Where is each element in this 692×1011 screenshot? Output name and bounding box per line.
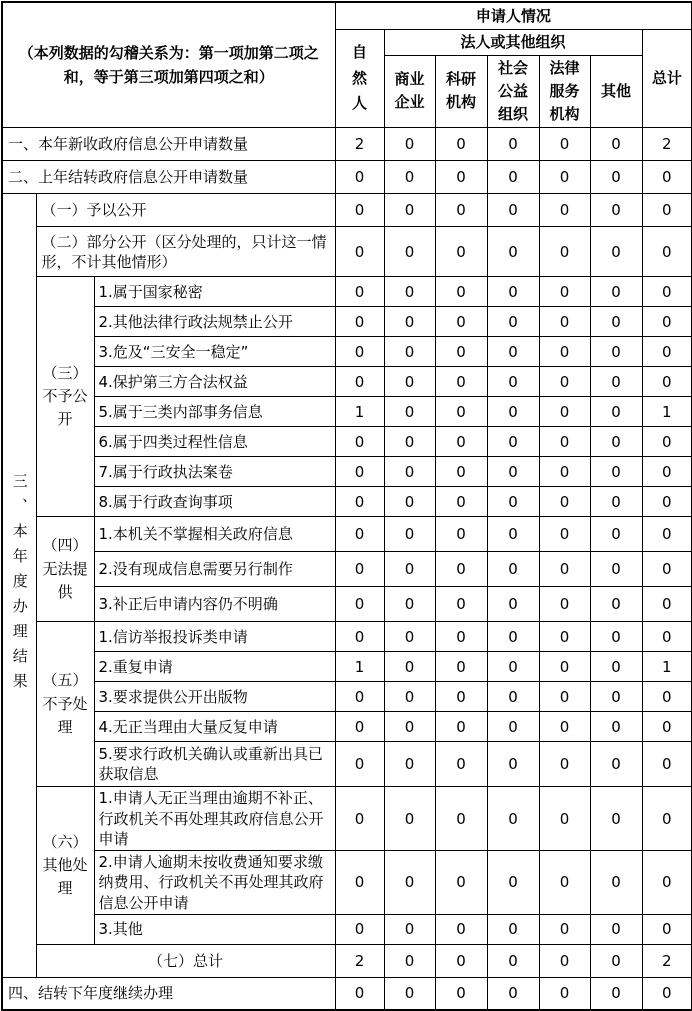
value-cell: 0	[642, 622, 692, 652]
value-cell: 0	[487, 517, 539, 552]
row-label-carry-forward: 四、结转下年度继续办理	[2, 977, 335, 1010]
group-label-not-processed: （五）不予处理	[36, 622, 94, 787]
value-cell: 0	[487, 682, 539, 712]
value-cell: 0	[642, 367, 692, 397]
table-row	[2, 587, 692, 622]
value-cell: 0	[435, 587, 487, 622]
value-cell: 0	[335, 517, 384, 552]
header-natural-person: 自然人	[335, 29, 384, 128]
value-cell: 0	[590, 194, 642, 227]
item-label: 3.要求提供公开出版物	[94, 682, 335, 712]
group-label-refused: （三）不予公开	[36, 277, 94, 517]
value-cell: 0	[487, 742, 539, 787]
item-label: 1.信访举报投诉类申请	[94, 622, 335, 652]
group-label-unavailable: （四）无法提供	[36, 517, 94, 622]
value-cell: 0	[335, 487, 384, 517]
value-cell: 0	[590, 851, 642, 915]
value-cell: 0	[335, 914, 384, 944]
value-cell: 0	[335, 977, 384, 1010]
value-cell: 0	[435, 517, 487, 552]
value-cell: 0	[590, 977, 642, 1010]
value-cell: 0	[435, 682, 487, 712]
item-label: 3.补正后申请内容仍不明确	[94, 587, 335, 622]
table-row	[2, 487, 692, 517]
table-row	[2, 742, 692, 787]
value-cell: 0	[539, 977, 590, 1010]
value-cell: 0	[335, 587, 384, 622]
value-cell: 0	[539, 712, 590, 742]
value-cell: 0	[384, 682, 435, 712]
value-cell: 0	[590, 277, 642, 307]
row-label-granted: （一）予以公开	[36, 194, 335, 227]
table-row	[2, 622, 692, 652]
value-cell: 0	[384, 552, 435, 587]
value-cell: 0	[435, 622, 487, 652]
value-cell: 0	[590, 552, 642, 587]
value-cell: 0	[435, 787, 487, 851]
value-cell: 0	[539, 227, 590, 277]
value-cell: 0	[435, 742, 487, 787]
value-cell: 0	[487, 622, 539, 652]
table-row	[2, 977, 692, 1010]
value-cell: 0	[487, 427, 539, 457]
value-cell: 0	[539, 427, 590, 457]
item-label: 6.属于四类过程性信息	[94, 427, 335, 457]
value-cell: 0	[590, 682, 642, 712]
table-row	[2, 128, 692, 161]
value-cell: 0	[384, 712, 435, 742]
group-label-other-handling: （六）其他处理	[36, 787, 94, 945]
item-label: 8.属于行政查询事项	[94, 487, 335, 517]
value-cell: 0	[435, 552, 487, 587]
value-cell: 0	[642, 227, 692, 277]
value-cell: 0	[487, 914, 539, 944]
item-label: 2.没有现成信息需要另行制作	[94, 552, 335, 587]
table-row	[2, 552, 692, 587]
value-cell: 0	[590, 128, 642, 161]
value-cell: 2	[335, 128, 384, 161]
value-cell: 0	[642, 742, 692, 787]
table-row	[2, 914, 692, 944]
value-cell: 0	[435, 944, 487, 977]
value-cell: 0	[487, 457, 539, 487]
value-cell: 0	[384, 787, 435, 851]
value-cell: 0	[487, 977, 539, 1010]
value-cell: 0	[384, 622, 435, 652]
value-cell: 2	[335, 944, 384, 977]
value-cell: 0	[487, 787, 539, 851]
value-cell: 1	[335, 397, 384, 427]
value-cell: 1	[335, 652, 384, 682]
row-label-new-requests: 一、本年新收政府信息公开申请数量	[2, 128, 335, 161]
table-row	[2, 2, 692, 29]
value-cell: 0	[487, 487, 539, 517]
value-cell: 0	[590, 427, 642, 457]
value-cell: 0	[539, 128, 590, 161]
value-cell: 0	[487, 851, 539, 915]
table-row	[2, 787, 692, 851]
header-total: 总计	[642, 29, 692, 128]
value-cell: 0	[435, 397, 487, 427]
value-cell: 0	[384, 161, 435, 194]
table-row	[2, 652, 692, 682]
value-cell: 0	[642, 427, 692, 457]
item-label: 2.重复申请	[94, 652, 335, 682]
row-label-carried-over: 二、上年结转政府信息公开申请数量	[2, 161, 335, 194]
value-cell: 0	[539, 194, 590, 227]
value-cell: 0	[384, 517, 435, 552]
table-row	[2, 682, 692, 712]
value-cell: 0	[590, 227, 642, 277]
item-label: 5.属于三类内部事务信息	[94, 397, 335, 427]
value-cell: 0	[539, 851, 590, 915]
value-cell: 0	[435, 307, 487, 337]
header-commercial-enterprise: 商业企业	[384, 55, 435, 128]
value-cell: 0	[384, 227, 435, 277]
value-cell: 0	[384, 742, 435, 787]
item-label: 5.要求行政机关确认或重新出具已获取信息	[94, 742, 335, 787]
value-cell: 0	[384, 397, 435, 427]
value-cell: 0	[590, 517, 642, 552]
value-cell: 0	[590, 914, 642, 944]
value-cell: 0	[590, 742, 642, 787]
table-row	[2, 712, 692, 742]
item-label: 2.其他法律行政法规禁止公开	[94, 307, 335, 337]
value-cell: 0	[487, 552, 539, 587]
section-side-label: 三、本年度办理结果	[2, 194, 36, 978]
value-cell: 0	[539, 397, 590, 427]
value-cell: 0	[335, 712, 384, 742]
table-row	[2, 457, 692, 487]
value-cell: 0	[435, 487, 487, 517]
table-row	[2, 944, 692, 977]
value-cell: 0	[642, 587, 692, 622]
value-cell: 0	[487, 397, 539, 427]
value-cell: 0	[487, 194, 539, 227]
header-legal-service-org: 法律服务机构	[539, 55, 590, 128]
value-cell: 0	[642, 712, 692, 742]
value-cell: 0	[335, 427, 384, 457]
table-row	[2, 161, 692, 194]
value-cell: 0	[539, 487, 590, 517]
value-cell: 0	[487, 587, 539, 622]
value-cell: 0	[435, 712, 487, 742]
value-cell: 0	[435, 161, 487, 194]
value-cell: 0	[487, 337, 539, 367]
value-cell: 0	[384, 944, 435, 977]
value-cell: 0	[384, 652, 435, 682]
value-cell: 0	[642, 487, 692, 517]
value-cell: 0	[487, 307, 539, 337]
value-cell: 2	[642, 128, 692, 161]
table-row	[2, 397, 692, 427]
value-cell: 0	[642, 277, 692, 307]
value-cell: 0	[335, 622, 384, 652]
value-cell: 0	[642, 914, 692, 944]
value-cell: 0	[590, 487, 642, 517]
value-cell: 0	[335, 307, 384, 337]
value-cell: 0	[335, 227, 384, 277]
value-cell: 0	[590, 622, 642, 652]
value-cell: 0	[487, 227, 539, 277]
value-cell: 0	[335, 742, 384, 787]
value-cell: 0	[435, 367, 487, 397]
table-row	[2, 517, 692, 552]
value-cell: 0	[435, 227, 487, 277]
value-cell: 0	[539, 652, 590, 682]
value-cell: 0	[384, 914, 435, 944]
value-cell: 0	[642, 457, 692, 487]
value-cell: 0	[642, 307, 692, 337]
value-cell: 0	[642, 682, 692, 712]
value-cell: 0	[539, 517, 590, 552]
header-applicant-status: 申请人情况	[335, 2, 692, 29]
item-label: 3.危及“三安全一稳定”	[94, 337, 335, 367]
value-cell: 0	[590, 397, 642, 427]
item-label: 3.其他	[94, 914, 335, 944]
table-row	[2, 194, 692, 227]
value-cell: 2	[642, 944, 692, 977]
value-cell: 0	[539, 622, 590, 652]
value-cell: 0	[539, 367, 590, 397]
value-cell: 0	[642, 851, 692, 915]
item-label: 4.保护第三方合法权益	[94, 367, 335, 397]
item-label: 1.本机关不掌握相关政府信息	[94, 517, 335, 552]
value-cell: 0	[539, 337, 590, 367]
value-cell: 0	[384, 128, 435, 161]
corner-note: （本列数据的勾稽关系为：第一项加第二项之和，等于第三项加第四项之和）	[2, 2, 335, 128]
header-public-welfare-org: 社会公益组织	[487, 55, 539, 128]
value-cell: 1	[642, 652, 692, 682]
value-cell: 0	[539, 787, 590, 851]
value-cell: 0	[590, 944, 642, 977]
value-cell: 0	[539, 552, 590, 587]
value-cell: 0	[487, 128, 539, 161]
value-cell: 0	[435, 194, 487, 227]
value-cell: 0	[642, 787, 692, 851]
value-cell: 0	[335, 277, 384, 307]
value-cell: 0	[487, 944, 539, 977]
value-cell: 0	[539, 307, 590, 337]
table-row	[2, 337, 692, 367]
item-label: 7.属于行政执法案卷	[94, 457, 335, 487]
value-cell: 0	[384, 977, 435, 1010]
value-cell: 0	[435, 652, 487, 682]
value-cell: 0	[435, 128, 487, 161]
value-cell: 0	[384, 307, 435, 337]
value-cell: 0	[487, 652, 539, 682]
value-cell: 0	[642, 517, 692, 552]
value-cell: 0	[384, 587, 435, 622]
value-cell: 0	[335, 194, 384, 227]
value-cell: 0	[590, 337, 642, 367]
value-cell: 0	[435, 914, 487, 944]
value-cell: 0	[335, 851, 384, 915]
value-cell: 0	[590, 652, 642, 682]
item-label: 4.无正当理由大量反复申请	[94, 712, 335, 742]
value-cell: 0	[539, 161, 590, 194]
value-cell: 0	[539, 742, 590, 787]
value-cell: 0	[335, 787, 384, 851]
item-label: 2.申请人逾期未按收费通知要求缴纳费用、行政机关不再处理其政府信息公开申请	[94, 851, 335, 915]
value-cell: 0	[435, 457, 487, 487]
header-other-org: 其他	[590, 55, 642, 128]
value-cell: 0	[539, 457, 590, 487]
value-cell: 0	[590, 712, 642, 742]
table-row	[2, 427, 692, 457]
value-cell: 0	[590, 307, 642, 337]
value-cell: 0	[335, 457, 384, 487]
value-cell: 0	[335, 337, 384, 367]
value-cell: 0	[539, 944, 590, 977]
value-cell: 0	[487, 712, 539, 742]
value-cell: 0	[539, 682, 590, 712]
value-cell: 0	[335, 161, 384, 194]
value-cell: 0	[539, 587, 590, 622]
value-cell: 0	[384, 487, 435, 517]
table-row	[2, 227, 692, 277]
row-label-subtotal: （七）总计	[36, 944, 335, 977]
value-cell: 0	[590, 161, 642, 194]
value-cell: 0	[642, 194, 692, 227]
value-cell: 0	[384, 427, 435, 457]
value-cell: 0	[384, 337, 435, 367]
table-row	[2, 277, 692, 307]
value-cell: 0	[590, 457, 642, 487]
value-cell: 0	[487, 277, 539, 307]
value-cell: 0	[384, 457, 435, 487]
value-cell: 0	[642, 552, 692, 587]
row-label-partial: （二）部分公开（区分处理的，只计这一情形，不计其他情形）	[36, 227, 335, 277]
value-cell: 0	[435, 427, 487, 457]
gov-info-disclosure-table	[1, 1, 692, 1011]
value-cell: 0	[539, 277, 590, 307]
item-label: 1.属于国家秘密	[94, 277, 335, 307]
value-cell: 0	[590, 367, 642, 397]
value-cell: 0	[642, 161, 692, 194]
item-label: 1.申请人无正当理由逾期不补正、行政机关不再处理其政府信息公开申请	[94, 787, 335, 851]
value-cell: 0	[590, 787, 642, 851]
value-cell: 0	[435, 277, 487, 307]
value-cell: 0	[487, 161, 539, 194]
value-cell: 0	[642, 337, 692, 367]
value-cell: 0	[435, 337, 487, 367]
value-cell: 0	[435, 851, 487, 915]
value-cell: 0	[384, 851, 435, 915]
table-row	[2, 307, 692, 337]
value-cell: 0	[335, 682, 384, 712]
table-row	[2, 851, 692, 915]
value-cell: 0	[384, 194, 435, 227]
header-research-institution: 科研机构	[435, 55, 487, 128]
value-cell: 0	[590, 587, 642, 622]
value-cell: 0	[487, 367, 539, 397]
value-cell: 0	[335, 367, 384, 397]
value-cell: 0	[539, 914, 590, 944]
value-cell: 0	[384, 367, 435, 397]
value-cell: 0	[435, 977, 487, 1010]
value-cell: 0	[384, 277, 435, 307]
value-cell: 0	[335, 552, 384, 587]
header-legal-org-group: 法人或其他组织	[384, 29, 642, 55]
table-row	[2, 367, 692, 397]
value-cell: 1	[642, 397, 692, 427]
value-cell: 0	[642, 977, 692, 1010]
